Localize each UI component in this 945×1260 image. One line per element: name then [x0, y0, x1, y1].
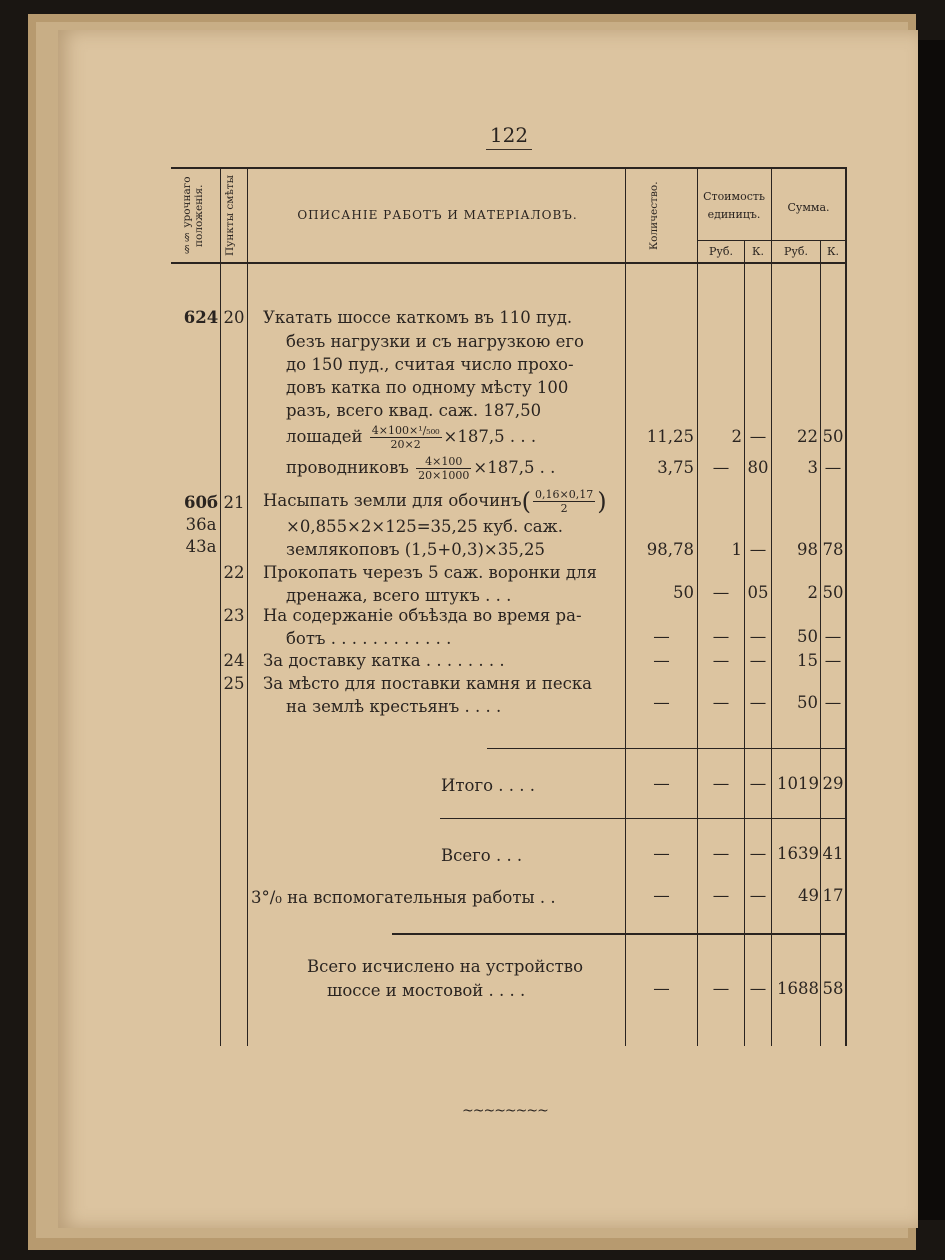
row23-sum-kop: —	[824, 627, 842, 646]
row20-horses-frac-num: 4×100×¹/₅₀₀	[371, 424, 440, 437]
row25-sum-rub: 50	[797, 693, 818, 712]
row20-guides-sum-kop: —	[824, 458, 842, 477]
row22-line1: Прокопать черезъ 5 саж. воронки для	[263, 563, 597, 582]
vsego-rule	[440, 818, 845, 819]
itogo-sum-kop: 29	[822, 774, 844, 793]
row21-line3: землякоповъ (1,5+0,3)×35,25	[286, 540, 545, 559]
row22-unit-rub: —	[712, 583, 730, 602]
row21-section-1: 60б	[184, 493, 218, 512]
row22-unit-kop: 05	[747, 583, 769, 602]
row25-qty: —	[653, 693, 670, 712]
grand-unit-kop: —	[749, 979, 767, 998]
row24-sum-rub: 15	[797, 651, 818, 670]
grand-unit-rub: —	[712, 979, 730, 998]
row20-line3: до 150 пуд., считая число прохо-	[286, 355, 574, 374]
row20-horses-sum-kop: 50	[822, 427, 844, 446]
row20-guides-tail: ×187,5 . .	[473, 458, 556, 477]
row20-line2: безъ нагрузки и съ нагрузкою его	[286, 332, 584, 351]
grand-line2: шоссе и мостовой . . . .	[327, 981, 526, 1000]
row21-item: 21	[223, 493, 245, 512]
row24-line1: За доставку катка . . . . . . . .	[263, 651, 505, 670]
row21-unit-kop: —	[749, 540, 767, 559]
row20-horses	[286, 423, 536, 451]
row23-unit-kop: —	[749, 627, 767, 646]
row20-guides-sum-rub: 3	[807, 458, 818, 477]
row20-line4: довъ катка по одному мѣсту 100	[286, 378, 569, 397]
row21-line1: Насыпать земли для обочинъ( $\frac{0,16\times 0,17}{2}$ )	[263, 487, 607, 516]
row20-item: 20	[223, 308, 245, 327]
row25-sum-kop: —	[824, 693, 842, 712]
row20-guides-unit-kop: 80	[747, 458, 769, 477]
page-gutter	[916, 40, 945, 1220]
row24-item: 24	[223, 651, 245, 670]
row20-horses-sum-rub: 22	[797, 427, 818, 446]
row23-unit-rub: —	[712, 627, 730, 646]
col-rule-3	[625, 168, 626, 1046]
row23-line2: ботъ . . . . . . . . . . . .	[286, 629, 452, 648]
vsego-unit-rub: —	[712, 844, 730, 863]
table-top-rule	[171, 167, 847, 169]
row23-qty: —	[653, 627, 670, 646]
row22-sum-rub: 2	[807, 583, 818, 602]
header-sum-rub: Руб.	[784, 245, 808, 258]
percent-sum-kop: 17	[822, 886, 844, 905]
header-sum-kop: К.	[826, 245, 839, 258]
header-unit-kop: К.	[751, 245, 764, 258]
header-section-col: §§ урочнаго положенія.	[181, 176, 205, 256]
row20-guides	[286, 454, 555, 482]
row20-horses-unit-rub: 2	[731, 427, 742, 446]
row20-guides-fraction	[416, 455, 471, 482]
row20-guides-qty: 3,75	[657, 458, 694, 477]
row23-sum-rub: 50	[797, 627, 818, 646]
grand-line1: Всего исчислено на устройство	[307, 957, 584, 976]
row20-horses-label: лошадей	[286, 427, 363, 446]
row21-line1-text: Насыпать земли для обочинъ	[263, 491, 522, 510]
row25-line2: на землѣ крестьянъ . . . .	[286, 697, 502, 716]
itogo-unit-kop: —	[749, 774, 767, 793]
grand-qty: —	[653, 979, 670, 998]
grand-sum-rub: 1688	[777, 979, 819, 998]
col-rule-4	[697, 168, 698, 1046]
header-item-col: Пункты смѣты	[224, 175, 236, 257]
end-ornament: ~~~~~~~~	[462, 1103, 548, 1119]
row24-sum-kop: —	[824, 651, 842, 670]
row20-section: 624	[183, 308, 219, 327]
row25-line1: За мѣсто для поставки камня и песка	[263, 674, 593, 693]
row21-sum-rub: 98	[797, 540, 818, 559]
header-unit-cost-2: единицъ.	[707, 208, 761, 221]
row20-guides-frac-num: 4×100	[416, 455, 471, 469]
row20-horses-unit-kop: —	[749, 427, 767, 446]
row21-line2: ×0,855×2×125=35,25 куб. саж.	[286, 517, 563, 536]
row21-qty: 98,78	[646, 540, 694, 559]
itogo-label: Итого . . . .	[441, 776, 535, 795]
row23-item: 23	[223, 606, 245, 625]
row25-item: 25	[223, 674, 245, 693]
header-description: ОПИСАНІЕ РАБОТЪ И МАТЕРІАЛОВЪ.	[297, 208, 578, 222]
row20-guides-label: проводниковъ	[286, 458, 409, 477]
row24-qty: —	[653, 651, 670, 670]
row21-sum-kop: 78	[822, 540, 844, 559]
row24-unit-rub: —	[712, 651, 730, 670]
row21-section-2: 36а	[185, 515, 217, 534]
row24-unit-kop: —	[749, 651, 767, 670]
row21-frac-den: 2	[560, 502, 568, 515]
percent-qty: —	[653, 886, 670, 905]
row21-unit-rub: 1	[731, 540, 742, 559]
row22-qty: 50	[673, 583, 694, 602]
vsego-sum-rub: 1639	[777, 844, 819, 863]
itogo-rule	[487, 748, 845, 749]
grand-sum-kop: 58	[822, 979, 844, 998]
row25-unit-rub: —	[712, 693, 730, 712]
row20-guides-unit-rub: —	[712, 458, 730, 477]
col-rule-6	[771, 168, 772, 1046]
percent-label: 3°/₀ на вспомогательныя работы . .	[251, 888, 556, 907]
row22-sum-kop: 50	[822, 583, 844, 602]
row20-horses-frac-den: 20×2	[390, 438, 421, 451]
row20-horses-qty: 11,25	[646, 427, 694, 446]
col-rule-2	[247, 168, 248, 1046]
row20-line5: разъ, всего квад. саж. 187,50	[286, 401, 542, 420]
vsego-qty: —	[653, 844, 670, 863]
percent-sum-rub: 49	[798, 886, 819, 905]
grand-rule	[392, 933, 845, 935]
row20-horses-fraction	[370, 424, 442, 451]
header-quantity: Количество.	[648, 181, 660, 251]
row20-horses-tail: ×187,5 . . .	[443, 427, 537, 446]
header-unit-cost-1: Стоимость	[703, 190, 765, 203]
vsego-label: Всего . . .	[441, 846, 523, 865]
page-number-underline	[486, 149, 532, 150]
header-sum: Сумма.	[787, 201, 830, 214]
vsego-sum-kop: 41	[822, 844, 844, 863]
row22-line2: дренажа, всего штукъ . . .	[286, 586, 512, 605]
row20-line1: Укатать шоссе каткомъ въ 110 пуд.	[263, 308, 573, 327]
percent-unit-kop: —	[749, 886, 767, 905]
row21-section-3: 43а	[185, 537, 217, 556]
col-rule-right	[845, 168, 847, 1046]
row22-item: 22	[223, 563, 245, 582]
table-header-rule	[171, 262, 847, 264]
row25-unit-kop: —	[749, 693, 767, 712]
header-unit-rub: Руб.	[709, 245, 733, 258]
vsego-unit-kop: —	[749, 844, 767, 863]
row20-guides-frac-den: 20×1000	[418, 469, 470, 482]
page-number: 122	[489, 123, 529, 147]
row21-fraction	[533, 488, 595, 515]
row23-line1: На содержаніе объѣзда во время ра-	[263, 606, 582, 625]
percent-unit-rub: —	[712, 886, 730, 905]
itogo-qty: —	[653, 774, 670, 793]
header-sub-rule	[697, 240, 847, 241]
itogo-sum-rub: 1019	[777, 774, 819, 793]
row21-frac-num: 0,16×0,17	[535, 488, 594, 501]
itogo-unit-rub: —	[712, 774, 730, 793]
